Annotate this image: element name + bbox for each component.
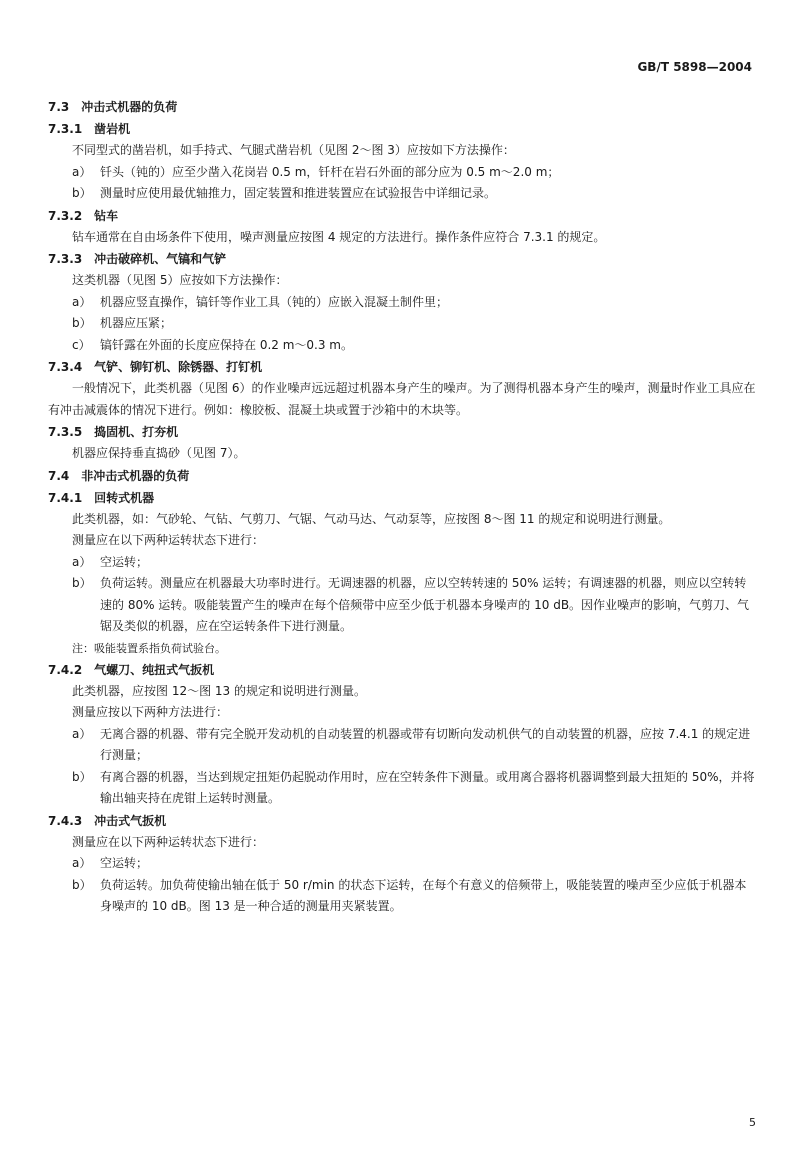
list-label: a） xyxy=(72,294,92,309)
list-text: 机器应竖直操作，镐钎等作业工具（钝的）应嵌入混凝土制件里； xyxy=(100,294,449,309)
list-item xyxy=(72,767,756,810)
section-heading-7-3-1 xyxy=(48,118,756,140)
section-number: 7.3.2 xyxy=(48,208,83,223)
list-label: a） xyxy=(72,554,92,569)
section-heading-7-3-2 xyxy=(48,205,756,227)
list-item xyxy=(72,552,756,574)
section-heading-7-4-1 xyxy=(48,487,756,509)
section-heading-7-4-2 xyxy=(48,659,756,681)
list-text: 有离合器的机器，当达到规定扭矩仍起脱动作用时，应在空转条件下测量。或用离合器将机器调整到最大扭矩的 50%，并将输出轴夹持在虎钳上运转时测量。 xyxy=(100,769,755,805)
list-item xyxy=(72,292,756,314)
list-label: b） xyxy=(72,769,92,784)
section-number: 7.3.4 xyxy=(48,360,83,374)
paragraph: 测量应按以下两种方法进行： xyxy=(72,705,229,719)
paragraph: 一般情况下，此类机器（见图 6）的作业噪声远远超过机器本身产生的噪声。为了测得机器本身产生的噪声，测量时作业工具应在有冲击减震体的情况下进行。例如：橡胶板、混凝土块或置于沙箱中的木块等。 xyxy=(48,381,756,417)
section-number: 7.4.1 xyxy=(48,490,83,505)
list-item xyxy=(72,162,756,184)
section-heading-7-3 xyxy=(48,96,756,118)
list-label: b） xyxy=(72,576,92,590)
section-title: 捣固机、打夯机 xyxy=(94,425,179,439)
list-label: c） xyxy=(72,337,91,352)
section-number: 7.4.3 xyxy=(48,813,83,828)
list-text: 负荷运转。加负荷使输出轴在低于 50 r/min 的状态下运转，在每个有意义的倍频带上，吸能装置的噪声至少应低于机器本身噪声的 10 dB。图 13 是一种合适的测量用夹紧装置。 xyxy=(100,877,747,913)
paragraph: 测量应在以下两种运转状态下进行： xyxy=(72,533,265,547)
list-text: 机器应压紧； xyxy=(100,316,173,330)
list-text: 负荷运转。测量应在机器最大功率时进行。无调速器的机器，应以空转转速的 50% 运转；有调速器的机器，则应以空转转速的 80% 运转。吸能装置产生的噪声在每个倍频带中应至少低于机器本身噪声的 10 dB。因作业噪声的影响，气剪刀、气锯及类似的机器，应在空运转条件下进行测量。 xyxy=(100,576,750,633)
list-item xyxy=(72,313,756,335)
section-number: 7.3.3 xyxy=(48,252,83,266)
list-text: 空运转； xyxy=(100,554,149,569)
list-item xyxy=(72,875,756,918)
section-title: 气螺刀、纯扭式气扳机 xyxy=(94,662,215,677)
section-heading-7-4-3 xyxy=(48,810,756,832)
section-heading-7-3-5 xyxy=(48,421,756,443)
document-body xyxy=(48,96,756,918)
list-text: 镐钎露在外面的长度应保持在 0.2 m～0.3 m。 xyxy=(100,337,353,352)
list-item xyxy=(72,853,756,875)
list-text: 钎头（钝的）应至少凿入花岗岩 0.5 m，钎杆在岩石外面的部分应为 0.5 m～2.0 m； xyxy=(100,164,560,179)
note: 注：吸能装置系指负荷试验台。 xyxy=(72,641,226,655)
list-label: a） xyxy=(72,726,92,741)
section-heading-7-3-3 xyxy=(48,248,756,270)
paragraph: 此类机器，如：气砂轮、气钻、气剪刀、气锯、气动马达、气动泵等，应按图 8～图 11 的规定和说明进行测量。 xyxy=(72,511,671,526)
section-title: 冲击破碎机、气镐和气铲 xyxy=(94,252,227,266)
section-title: 气铲、铆钉机、除锈器、打钉机 xyxy=(94,360,263,374)
list-label: b） xyxy=(72,186,92,200)
paragraph: 机器应保持垂直捣砂（见图 7）。 xyxy=(72,446,246,460)
section-number: 7.3.1 xyxy=(48,122,83,136)
page-number: 5 xyxy=(749,1116,756,1129)
list-text: 空运转； xyxy=(100,856,149,870)
list-item xyxy=(72,724,756,767)
section-number: 7.4 xyxy=(48,468,70,483)
section-heading-7-3-4 xyxy=(48,356,756,378)
paragraph: 此类机器，应按图 12～图 13 的规定和说明进行测量。 xyxy=(72,683,366,698)
section-title: 冲击式机器的负荷 xyxy=(81,100,178,114)
section-title: 冲击式气扳机 xyxy=(94,813,167,828)
section-title: 凿岩机 xyxy=(94,122,131,136)
list-item xyxy=(72,573,756,638)
list-text: 无离合器的机器、带有完全脱开发动机的自动装置的机器或带有切断向发动机供气的自动装置的机器，应按 7.4.1 的规定进行测量； xyxy=(100,726,751,762)
standard-number: GB/T 5898—2004 xyxy=(637,60,752,74)
list-text: 测量时应使用最优轴推力，固定装置和推进装置应在试验报告中详细记录。 xyxy=(100,186,497,200)
section-title: 回转式机器 xyxy=(94,490,155,505)
list-label: a） xyxy=(72,856,92,870)
paragraph: 钻车通常在自由场条件下使用，噪声测量应按图 4 规定的方法进行。操作条件应符合 7.3.1 的规定。 xyxy=(72,229,606,244)
paragraph: 不同型式的凿岩机，如手持式、气腿式凿岩机（见图 2～图 3）应按如下方法操作： xyxy=(72,143,515,157)
section-heading-7-4 xyxy=(48,465,756,487)
section-number: 7.3.5 xyxy=(48,425,83,439)
section-number: 7.4.2 xyxy=(48,662,83,677)
list-label: a） xyxy=(72,164,92,179)
paragraph: 测量应在以下两种运转状态下进行： xyxy=(72,834,265,849)
list-label: b） xyxy=(72,316,92,330)
section-title: 钻车 xyxy=(94,208,119,223)
list-item xyxy=(72,183,756,205)
list-item xyxy=(72,335,756,357)
paragraph: 这类机器（见图 5）应按如下方法操作： xyxy=(72,273,288,287)
section-title: 非冲击式机器的负荷 xyxy=(81,468,190,483)
section-number: 7.3 xyxy=(48,100,70,114)
list-label: b） xyxy=(72,877,92,892)
